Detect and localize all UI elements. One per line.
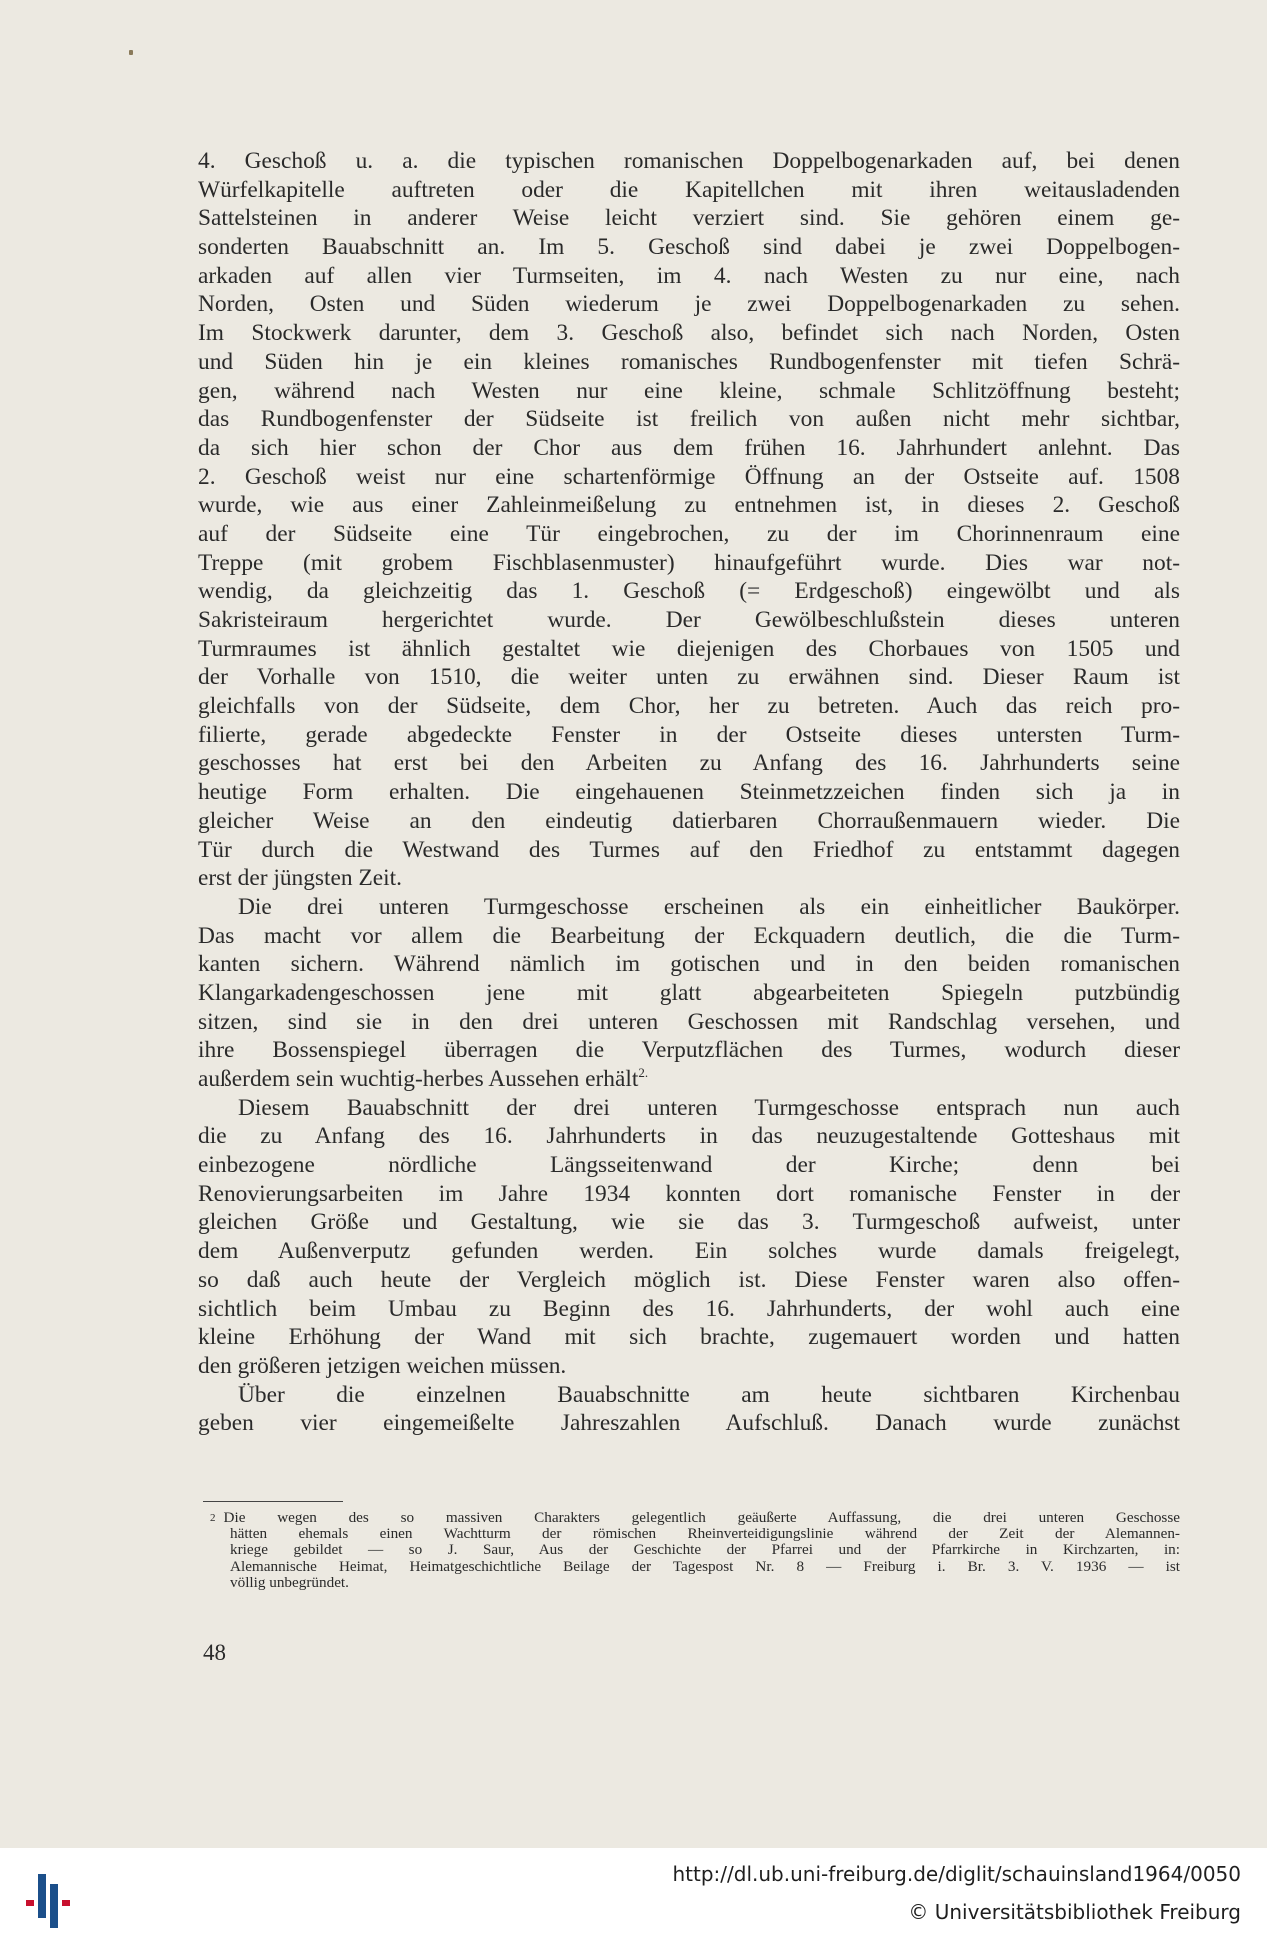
copyright-text: © Universitätsbibliothek Freiburg (908, 1900, 1241, 1924)
text-line: Über die einzelnen Bauabschnitte am heute sichtbaren Kirchenbau (238, 1381, 1180, 1408)
text-line: geschosses hat erst bei den Arbeiten zu Anfang des 16. Jahrhunderts seine (198, 750, 1180, 777)
text-line: kanten sichern. Während nämlich im gotischen und in den beiden romanischen (198, 951, 1180, 978)
text-line: sonderten Bauabschnitt an. Im 5. Geschoß sind dabei je zwei Doppelbogen- (198, 234, 1180, 261)
text-line: 4. Geschoß u. a. die typischen romanischen Doppelbogenarkaden auf, bei denen (198, 148, 1180, 174)
footnote-line: völlig unbegründet. (230, 1573, 349, 1591)
text-line: wendig, da gleichzeitig das 1. Geschoß (= Erdgeschoß) eingewölbt und als (198, 578, 1180, 605)
text-line: sitzen, sind sie in den drei unteren Geschossen mit Randschlag versehen, und (198, 1008, 1180, 1035)
source-url-link[interactable]: http://dl.ub.uni-freiburg.de/diglit/schauinsland1964/0050 (672, 1862, 1241, 1886)
text-line: arkaden auf allen vier Turmseiten, im 4. nach Westen zu nur eine, nach (198, 262, 1180, 289)
text-line: da sich hier schon der Chor aus dem frühen 16. Jahrhundert anlehnt. Das (198, 434, 1180, 461)
text-line: Würfelkapitelle auftreten oder die Kapitellchen mit ihren weitausladenden (198, 176, 1180, 203)
text-line: dem Außenverputz gefunden werden. Ein solches wurde damals freigelegt, (198, 1238, 1180, 1265)
text-line-with-footnote (198, 1065, 1180, 1094)
text-line: gen, während nach Westen nur eine kleine, schmale Schlitzöffnung besteht; (198, 377, 1180, 404)
body-text (198, 147, 1180, 1438)
scan-speck (129, 50, 133, 55)
text-line: Das macht vor allem die Bearbeitung der Eckquadern deutlich, die die Turm- (198, 922, 1180, 949)
text-line: geben vier eingemeißelte Jahreszahlen Aufschluß. Danach wurde zunächst (198, 1410, 1180, 1437)
text-line: Sakristeiraum hergerichtet wurde. Der Gewölbeschlußstein dieses unteren (198, 607, 1180, 633)
footnote-number: 2 (210, 1512, 216, 1524)
footnote-line: hätten ehemals einen Wachtturm der römischen Rheinverteidigungslinie während der Zeit der Alemannen- (230, 1525, 1180, 1543)
text-line: filierte, gerade abgedeckte Fenster in der Ostseite dieses untersten Turm- (198, 721, 1180, 748)
text-line: Norden, Osten und Süden wiederum je zwei Doppelbogenarkaden zu sehen. (198, 291, 1180, 318)
text-line: Die drei unteren Turmgeschosse erscheinen als ein einheitlicher Baukörper. (238, 893, 1180, 920)
text-line: Tür durch die Westwand des Turmes auf den Friedhof zu entstammt dagegen (198, 836, 1180, 863)
text-line: gleicher Weise an den eindeutig datierbaren Chorraußenmauern wieder. Die (198, 807, 1180, 834)
page-number: 48 (203, 1640, 226, 1665)
text-line: wurde, wie aus einer Zahleinmeißelung zu entnehmen ist, in dieses 2. Geschoß (198, 492, 1180, 519)
footnote-line: Alemannische Heimat, Heimatgeschichtliche Beilage der Tagespost Nr. 8 — Freiburg i. Br. 3. V. 1936 — ist (230, 1557, 1180, 1575)
text-line: kleine Erhöhung der Wand mit sich brachte, zugemauert worden und hatten (198, 1324, 1180, 1351)
text-line: ihre Bossenspiegel überragen die Verputzflächen des Turmes, wodurch dieser (198, 1037, 1180, 1064)
text-line: 2. Geschoß weist nur eine schartenförmige Öffnung an der Ostseite auf. 1508 (198, 463, 1180, 490)
footnote-line: kriege gebildet — so J. Saur, Aus der Geschichte der Pfarrei und der Pfarrkirche in Kirchzarten, in: (230, 1541, 1180, 1559)
text-line: das Rundbogenfenster der Südseite ist freilich von außen nicht mehr sichtbar, (198, 406, 1180, 433)
text-line: die zu Anfang des 16. Jahrhunderts in das neuzugestaltende Gotteshaus mit (198, 1123, 1180, 1150)
footnote-text: Die wegen des so massiven Charakters gelegentlich geäußerte Auffassung, die drei unteren Geschosse (223, 1509, 1180, 1526)
text-line: Turmraumes ist ähnlich gestaltet wie diejenigen des Chorbaues von 1505 und (198, 635, 1180, 662)
text-line: den größeren jetzigen weichen müssen. (198, 1352, 567, 1379)
text-line: Sattelsteinen in anderer Weise leicht verziert sind. Sie gehören einem ge- (198, 205, 1180, 232)
text-line: einbezogene nördliche Längsseitenwand der Kirche; denn bei (198, 1152, 1180, 1179)
footnote-line (212, 1510, 1180, 1526)
text-line: sichtlich beim Umbau zu Beginn des 16. Jahrhunderts, der wohl auch eine (198, 1295, 1180, 1322)
text-line: Klangarkadengeschossen jene mit glatt abgearbeiteten Spiegeln putzbündig (198, 979, 1180, 1006)
text-line: Im Stockwerk darunter, dem 3. Geschoß also, befindet sich nach Norden, Osten (198, 320, 1180, 347)
text-line: auf der Südseite eine Tür eingebrochen, zu der im Chorinnenraum eine (198, 520, 1180, 547)
footer-bar (0, 1848, 1267, 1938)
text-line: außerdem sein wuchtig-herbes Aussehen erhält (198, 1066, 639, 1092)
ub-freiburg-logo-icon[interactable] (20, 1860, 80, 1928)
footnote-reference: 2. (638, 1065, 649, 1081)
text-line: Diesem Bauabschnitt der drei unteren Turmgeschosse entsprach nun auch (238, 1094, 1180, 1121)
footnote (212, 1510, 1180, 1591)
text-line: Treppe (mit grobem Fischblasenmuster) hinaufgeführt wurde. Dies war not- (198, 549, 1180, 576)
text-line: und Süden hin je ein kleines romanisches Rundbogenfenster mit tiefen Schrä- (198, 348, 1180, 375)
text-line: gleichfalls von der Südseite, dem Chor, her zu betreten. Auch das reich pro- (198, 693, 1180, 720)
text-line: so daß auch heute der Vergleich möglich ist. Diese Fenster waren also offen- (198, 1266, 1180, 1293)
text-line: Renovierungsarbeiten im Jahre 1934 konnten dort romanische Fenster in der (198, 1180, 1180, 1207)
text-line: der Vorhalle von 1510, die weiter unten zu erwähnen sind. Dieser Raum ist (198, 664, 1180, 691)
text-line: heutige Form erhalten. Die eingehauenen Steinmetzzeichen finden sich ja in (198, 779, 1180, 806)
text-line: gleichen Größe und Gestaltung, wie sie das 3. Turmgeschoß aufweist, unter (198, 1209, 1180, 1236)
footnote-divider (203, 1501, 343, 1502)
text-line: erst der jüngsten Zeit. (198, 865, 402, 892)
